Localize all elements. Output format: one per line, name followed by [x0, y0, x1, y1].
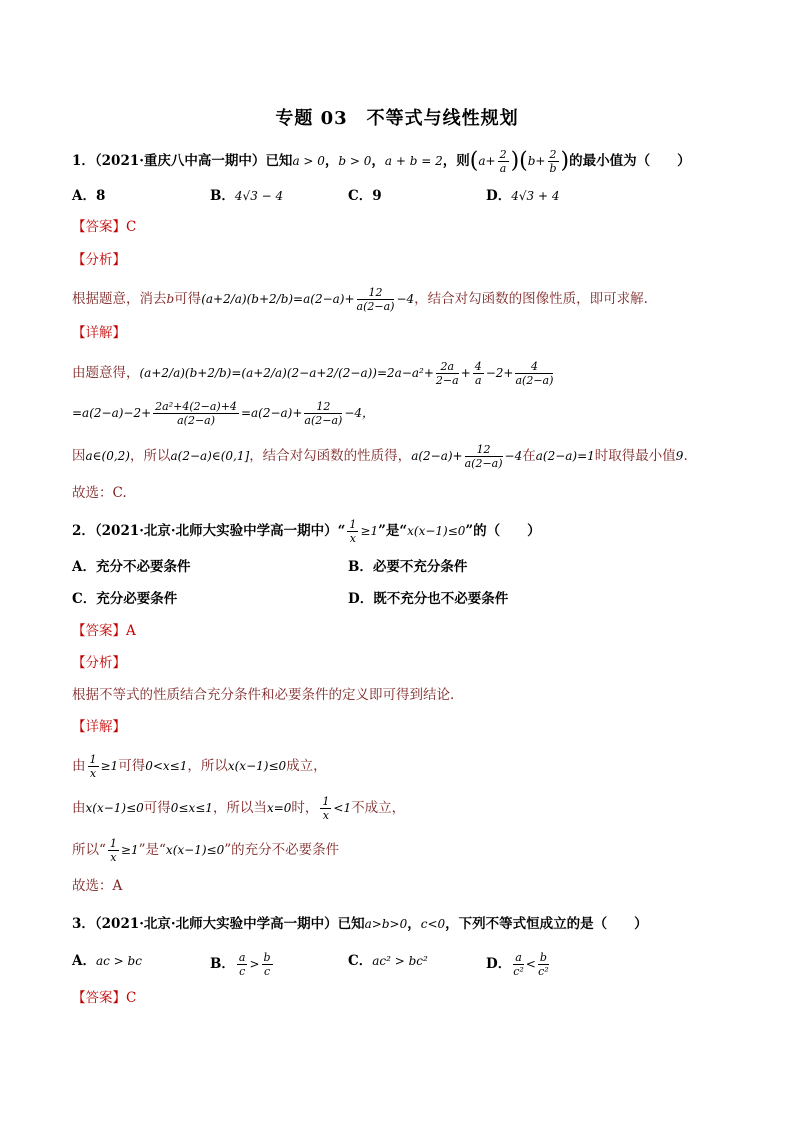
math-expr: c<0 [420, 917, 446, 931]
answer-value: C [126, 219, 137, 235]
text: 在 [522, 448, 536, 464]
math-expr: =a(2−a)+ [240, 406, 303, 420]
question-number: 2． [72, 523, 95, 539]
option-text: 既不充分也不必要条件 [373, 591, 509, 607]
math-expr: a+ [478, 154, 496, 168]
text: 可得 [174, 291, 202, 307]
math-expr: > [249, 957, 260, 971]
fraction: $\frac{\text{2a²+4(2−a)+4}}{a(2-a)}$ [155, 400, 237, 427]
fraction: $\frac{12}{a(2-a)}$ [304, 400, 343, 427]
math-expr: + [460, 366, 471, 380]
option-a [72, 951, 142, 971]
math-expr: ≥1 [100, 759, 119, 773]
math-expr: b [166, 292, 175, 306]
paren-math: ) [560, 148, 570, 174]
text: ”的充分不必要条件 [224, 842, 340, 858]
fraction: $\frac{4}{a(2-a)}$ [515, 360, 554, 387]
math-expr: 9 [675, 449, 684, 463]
question-1-stem [72, 148, 691, 175]
answer-tag: 【答案】 [72, 219, 126, 235]
analysis-tag: 【分析】 [72, 252, 126, 268]
text: ”是“ [138, 842, 166, 858]
option-c [348, 186, 382, 206]
option-text: 充分不必要条件 [95, 559, 191, 575]
option-text: ac² > bc² [372, 954, 428, 968]
answer-tag: 【答案】 [72, 990, 126, 1006]
option-b [348, 557, 467, 577]
fraction: $\frac{12}{a(2-a)}$ [464, 443, 503, 470]
detail-tag: 【详解】 [72, 719, 126, 735]
math-expr: a(2−a)=1 [535, 449, 595, 463]
math-expr: b+ [527, 154, 546, 168]
fraction: $\frac{a}{\text{c²}}$ [513, 951, 524, 978]
math-expr: −2+ [485, 366, 514, 380]
option-a [72, 557, 190, 577]
text: ，结合对勾函数的性质得， [249, 448, 412, 464]
answer-value: C [126, 990, 137, 1006]
option-label: C． [348, 953, 373, 969]
option-label: D． [486, 188, 512, 204]
document-title: 专题 03 不等式与线性规划 [275, 108, 519, 129]
fraction: $\frac{2a}{2-a}$ [435, 360, 459, 387]
option-d [486, 186, 559, 206]
math-expr: −4 [504, 449, 523, 463]
math-expr: x(x−1)≤0 [407, 524, 466, 538]
math-expr: b > 0 [338, 154, 372, 168]
question-source: （2021·重庆八中高一期中） [94, 153, 266, 169]
fraction: $\frac{1}{x}$ [322, 795, 330, 822]
option-c [348, 951, 428, 971]
math-expr: (a+2/a)(b+2/b)=a(2−a)+ [201, 292, 355, 306]
detail-step-2 [72, 795, 405, 822]
option-d [486, 951, 551, 978]
text: ，结合对勾函数的图像性质，即可求解. [414, 291, 648, 307]
fraction: $\frac{4}{a}$ [474, 360, 482, 387]
option-a [72, 186, 105, 206]
detail-step-1 [72, 753, 327, 780]
math-expr: <1 [333, 801, 352, 815]
stem-text: ， [407, 916, 421, 932]
stem-text: ，下列不等式恒成立的是（ ） [445, 916, 648, 932]
option-text: 4√3 − 4 [234, 189, 284, 203]
option-label: D． [486, 956, 512, 972]
text: 因 [72, 448, 86, 464]
text: 可得 [118, 758, 146, 774]
text: 由 [72, 800, 86, 816]
option-label: B． [210, 188, 235, 204]
stem-text: 已知 [337, 916, 365, 932]
answer-line [72, 988, 136, 1008]
math-expr: x(x−1)≤0 [85, 801, 144, 815]
math-expr: ≥1 [360, 524, 379, 538]
detail-step-3 [72, 443, 688, 470]
option-b [210, 951, 275, 978]
math-expr: −4， [344, 406, 375, 420]
option-text: 4√3 + 4 [511, 189, 560, 203]
text: ，所以 [187, 758, 228, 774]
option-text: ac > bc [95, 954, 142, 968]
detail-step-3 [72, 837, 339, 864]
math-expr: a∈(0,2) [85, 449, 130, 463]
final-answer-2: 故选：A [72, 878, 123, 894]
option-label: B． [210, 956, 235, 972]
fraction: $\frac{2}{a}$ [499, 148, 507, 175]
text: ，所以当 [212, 800, 267, 816]
stem-text: ”的（ ） [465, 523, 541, 539]
text: 所以“ [72, 842, 106, 858]
option-text: 9 [372, 188, 382, 204]
answer-line [72, 621, 136, 641]
answer-line [72, 217, 136, 237]
text: 成立， [286, 758, 327, 774]
math-expr: a>b>0 [364, 917, 408, 931]
text: 时取得最小值 [594, 448, 676, 464]
option-d [348, 589, 508, 609]
question-2-stem [72, 518, 541, 545]
math-expr: (a+2/a)(b+2/b)=(a+2/a)(2−a+2/(2−a))=2a−a²+ [139, 366, 434, 380]
question-source: （2021·北京·北师大实验中学高一期中） [94, 523, 338, 539]
detail-tag-line [72, 717, 126, 737]
math-expr: =a(2−a)−2+ [72, 406, 152, 420]
math-expr: x=0 [266, 801, 292, 815]
math-expr: −4 [396, 292, 415, 306]
paren-math: ( [469, 148, 479, 174]
question-number: 3． [72, 916, 95, 932]
fraction: $\frac{b}{\text{c²}}$ [538, 951, 549, 978]
stem-text: ”是“ [378, 523, 408, 539]
fraction: $\frac{1}{x}$ [109, 837, 117, 864]
math-expr: ≥1 [120, 843, 139, 857]
detail-step-2 [72, 400, 374, 427]
text: ，所以 [129, 448, 171, 464]
stem-text: 已知 [265, 153, 293, 169]
detail-step-1 [72, 360, 555, 387]
stem-text: ，则 [442, 153, 470, 169]
question-source: （2021·北京·北师大实验中学高一期中） [94, 916, 338, 932]
option-text: 必要不充分条件 [372, 559, 468, 575]
stem-text: ， [371, 153, 385, 169]
option-c [72, 589, 177, 609]
question-number: 1． [72, 153, 95, 169]
text: 时， [291, 800, 319, 816]
analysis-text [72, 286, 648, 313]
math-expr: < [525, 957, 536, 971]
analysis-tag: 【分析】 [72, 655, 126, 671]
fraction: $\frac{b}{c}$ [263, 951, 271, 978]
fraction: $\frac{1}{x}$ [89, 753, 97, 780]
text: 根据题意，消去 [72, 291, 167, 307]
math-expr: x(x−1)≤0 [165, 843, 225, 857]
math-expr: x(x−1)≤0 [227, 759, 287, 773]
paren-math: )( [510, 148, 528, 174]
option-label: C． [348, 188, 373, 204]
math-expr: 0≤x≤1 [170, 801, 213, 815]
text: 可得 [143, 800, 171, 816]
text: 由 [72, 758, 86, 774]
detail-tag: 【详解】 [72, 325, 126, 341]
option-text: 充分必要条件 [96, 591, 178, 607]
fraction: $\frac{12}{a(2-a)}$ [356, 286, 395, 313]
analysis-text: 根据不等式的性质结合充分条件和必要条件的定义即可得到结论． [72, 687, 464, 703]
text: 不成立， [351, 800, 406, 816]
option-label: A． [72, 559, 96, 575]
math-expr: 0<x≤1 [145, 759, 188, 773]
math-expr: a(2−a)∈(0,1] [170, 449, 250, 463]
option-label: A． [72, 188, 96, 204]
stem-text: ， [324, 153, 339, 169]
answer-value: A [126, 623, 136, 639]
analysis-tag-line [72, 653, 126, 673]
option-b [210, 186, 283, 206]
option-text: 8 [95, 188, 106, 204]
analysis-tag-line [72, 250, 126, 270]
detail-tag-line [72, 323, 126, 343]
fraction: $\frac{a}{c}$ [238, 951, 246, 978]
text: 由题意得， [72, 365, 140, 381]
stem-text: “ [337, 523, 346, 539]
option-label: D． [348, 591, 374, 607]
option-label: A． [72, 953, 96, 969]
text: . [683, 448, 688, 464]
fraction: $\frac{1}{x}$ [349, 518, 357, 545]
question-3-stem [72, 914, 648, 934]
option-label: B． [348, 559, 373, 575]
math-expr: a(2−a)+ [411, 449, 463, 463]
fraction: $\frac{2}{b}$ [549, 148, 557, 175]
stem-text: 的最小值为（ ） [569, 153, 691, 169]
math-expr: a > 0 [292, 154, 325, 168]
option-label: C． [72, 591, 97, 607]
math-expr: a + b = 2 [384, 154, 443, 168]
final-answer-1: 故选：C. [72, 485, 127, 501]
answer-tag: 【答案】 [72, 623, 126, 639]
